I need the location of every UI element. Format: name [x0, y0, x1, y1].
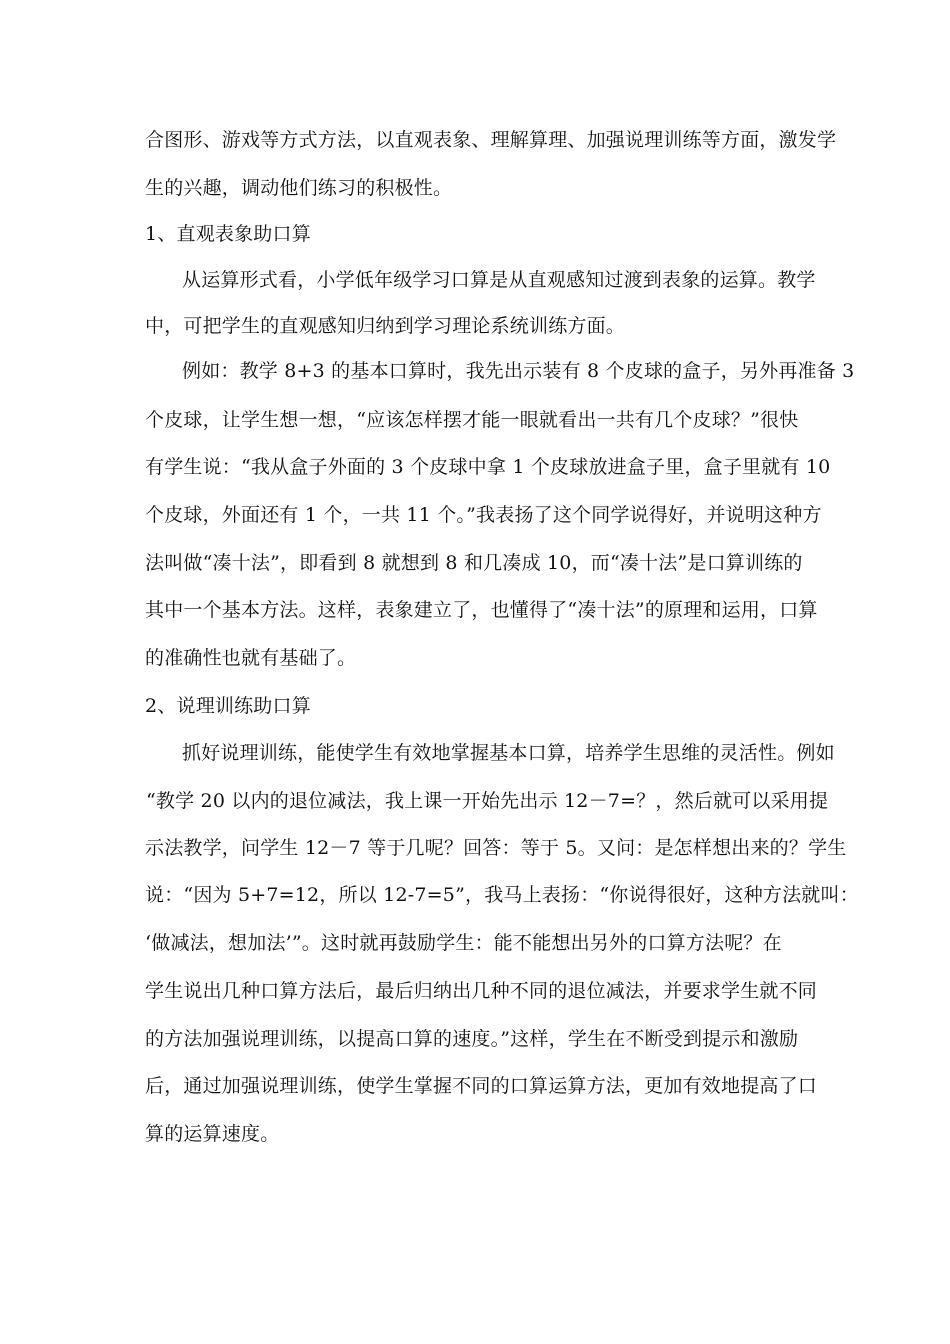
text-line: 生的兴趣，调动他们练习的积极性。	[145, 177, 453, 199]
text-line: 的准确性也就有基础了。	[145, 647, 357, 669]
text-line: 法叫做“凑十法”，即看到 8 就想到 8 和几凑成 10，而“凑十法”是口算训练的	[145, 552, 803, 574]
text-line: 例如：教学 8+3 的基本口算时，我先出示装有 8 个皮球的盒子，另外再准备 3	[182, 360, 855, 382]
text-line: 后，通过加强说理训练，使学生掌握不同的口算运算方法，更加有效地提高了口	[145, 1075, 818, 1097]
text-line: 中，可把学生的直观感知归纳到学习理论系统训练方面。	[145, 315, 626, 337]
text-line: 抓好说理训练，能使学生有效地掌握基本口算，培养学生思维的灵活性。例如	[182, 742, 835, 764]
text-line: 的方法加强说理训练，以提高口算的速度。”这样，学生在不断受到提示和激励	[145, 1028, 799, 1050]
text-line: 算的运算速度。	[145, 1123, 280, 1145]
section-heading: 2、说理训练助口算	[145, 695, 311, 717]
text-line: “教学 20 以内的退位减法，我上课一开始先出示 12－7=？，然后就可以采用提	[146, 790, 829, 812]
text-line: 学生说出几种口算方法后，最后归纳出几种不同的退位减法，并要求学生就不同	[145, 980, 818, 1002]
text-line: 说：“因为 5+7=12，所以 12-7=5”，我马上表扬：“你说得很好，这种方法就叫：	[145, 884, 859, 906]
text-line: 个皮球，让学生想一想，“应该怎样摆才能一眼就看出一共有几个皮球？”很快	[145, 409, 799, 431]
text-line: 其中一个基本方法。这样，表象建立了，也懂得了“凑十法”的原理和运用，口算	[145, 599, 818, 621]
text-line: 有学生说：“我从盒子外面的 3 个皮球中拿 1 个皮球放进盒子里，盒子里就有 10	[145, 456, 831, 478]
text-line: ‘做减法，想加法’”。这时就再鼓励学生：能不能想出另外的口算方法呢？在	[145, 932, 782, 954]
section-heading: 1、直观表象助口算	[145, 223, 311, 245]
text-line: 个皮球，外面还有 1 个，一共 11 个。”我表扬了这个同学说得好，并说明这种方	[145, 504, 822, 526]
text-line: 示法教学，问学生 12－7 等于几呢？回答：等于 5。又问：是怎样想出来的？学生	[145, 837, 847, 859]
text-line: 合图形、游戏等方式方法，以直观表象、理解算理、加强说理训练等方面，激发学	[145, 129, 837, 151]
text-line: 从运算形式看，小学低年级学习口算是从直观感知过渡到表象的运算。教学	[182, 269, 816, 291]
